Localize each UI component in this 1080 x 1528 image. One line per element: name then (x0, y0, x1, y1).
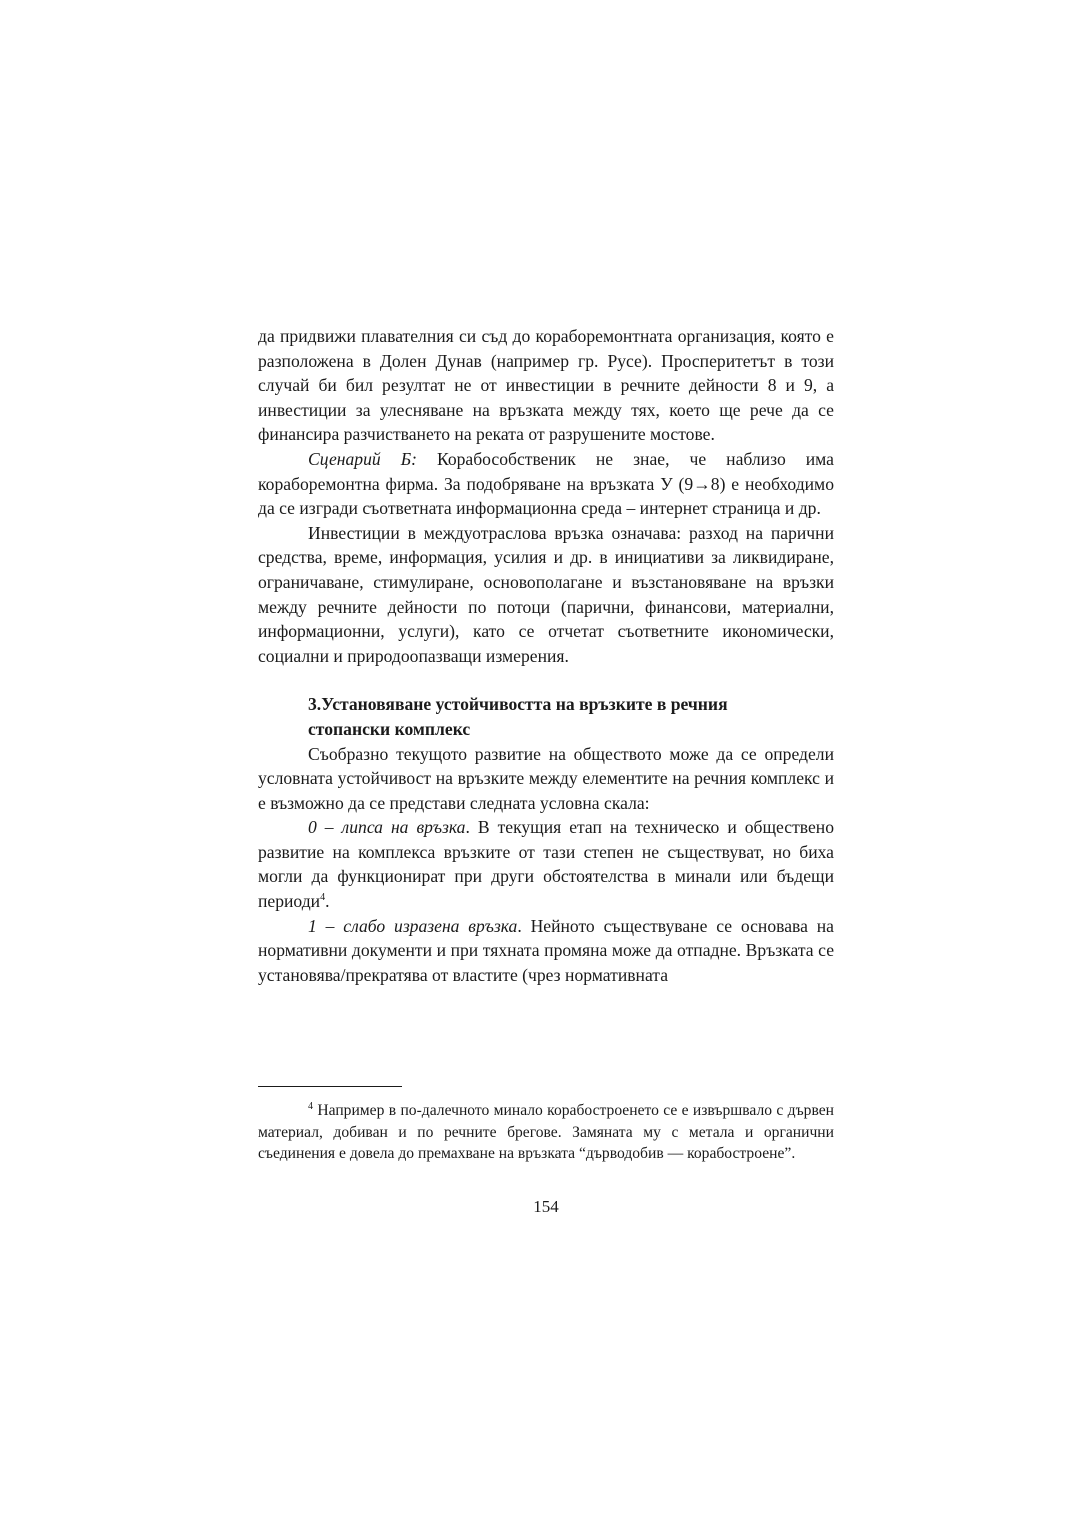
paragraph-lead: Сценарий Б: (308, 448, 417, 469)
paragraph-scenario-b (258, 447, 834, 521)
paragraph-scale-intro (258, 742, 834, 816)
footnote-reference[interactable]: 4 (320, 892, 326, 904)
paragraph-continuation (258, 324, 834, 447)
section-heading-line-1: 3.Установяване устойчивостта на връзките в речния (308, 694, 728, 715)
paragraph-lead: 0 – липса на връзка (308, 817, 466, 838)
paragraph-investment-definition (258, 521, 834, 669)
page-number: 154 (533, 1197, 559, 1216)
paragraph-scale-0 (258, 815, 834, 913)
page-body (258, 324, 834, 987)
footnote-text: Например в по-далечното минало корабостроенето се е извършвало с дървен материал, добиван и по речните брегове. Замяната му с метала и органични съединения е довела до премахване на връзката “дърводобив — корабостроене”. (258, 1102, 834, 1163)
footnote (258, 1100, 834, 1165)
footnote-mark: 4 (308, 1100, 313, 1112)
paragraph-text: да придвижи плавателния си съд до кораборемонтната организация, която е разположена в Долен Дунав (например гр. Русе). Просперитетът в този случай би бил резултат не от инвестиции в речните дейности 8 и 9, а инвестиции за улесняване на връзката между тях, което ще рече да се финансира разчистването на реката от разрушените мостове. (258, 326, 834, 445)
paragraph-lead: 1 – слабо изразена връзка (308, 915, 518, 936)
paragraph-text: Корабособственик не знае, че наблизо има кораборемонтна фирма. За подобряване на връзката У (9→8) е необходимо да се изгради съответната информационна среда – интернет страница и др. (258, 448, 834, 519)
section-heading-line-2: стопански комплекс (308, 718, 471, 739)
footnote-divider (258, 1086, 402, 1087)
paragraph-text: Съобразно текущото развитие на обществото може да се определи условната устойчивост на връзките между елементите на речния комплекс и е възможно да се представи следната условна скала: (258, 743, 834, 813)
paragraph-text-end: . (325, 891, 330, 912)
section-heading (308, 692, 834, 741)
body-text-bottom (258, 742, 834, 988)
body-text-top (258, 324, 834, 668)
paragraph-text: . Нейното съществуване се основава на нормативни документи и при тяхната промяна може да отпадне. Връзката се установява/прекратява от властите (чрез нормативната (258, 915, 834, 985)
paragraph-scale-1 (258, 914, 834, 988)
paragraph-text: . В текущия етап на техническо и обществено развитие на комплекса връзките от тази степен не съществуват, но биха могли да функционират при други обстоятелства в минали или бъдещи периоди (258, 817, 834, 912)
paragraph-text: Инвестиции в междуотраслова връзка означава: разход на парични средства, време, информация, усилия и др. в инициативи за ликвидиране, ограничаване, стимулиране, основополагане и възстановяване на връзки между речните дейности по потоци (парични, финансови, материални, информационни, услуги), като се отчетат съответните икономически, социални и природоопазващи измерения. (258, 522, 834, 666)
